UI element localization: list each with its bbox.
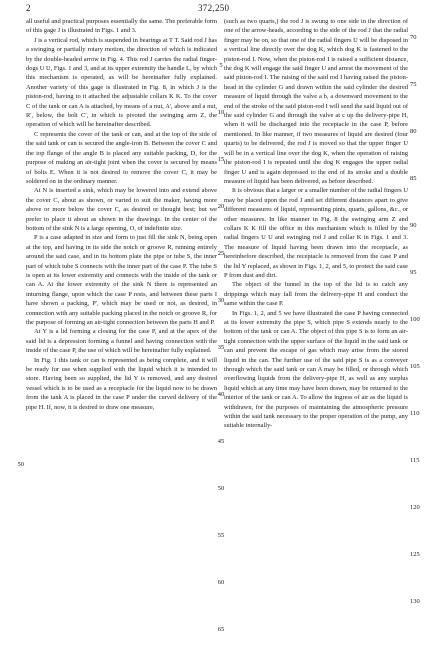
paragraph: (such as two quarts,) the rod J is swung to one side in the direction of one of the arrow-heads, according to the side of the rod J that the radial finger may be on, so that one of the radial fingers U will be disposed in a vertical line directly over the dog K, which dog K is fastened to the piston-rod I. Now, when the piston-rod I is raised a sufficient distance, the dog K will engage the said finger U and arrest the movement of the said piston-rod I. The raising of the said rod I having raised the piston-head in the cylinder G and drawn within the said cylinder the desired measure of liquid through the valve a b, a downward movement to the end of the stroke of the said piston-rod I will send the said liquid out of the said cylinder G and through the valve at c up the delivery-pipe H, when it will be discharged into the receptacle in the case P, before mentioned. In like manner, if two measures of liquid are desired (four quarts) to be delivered, the rod J is moved so that the upper finger U will be in a vertical line over the dog K, when the operation of raising the piston-rod I is repeated until the dog K engages the upper radial finger U and is again depressed to the end of its stroke and a double measure of liquid has been delivered, as before described.	[224, 18, 408, 185]
line-number: 20	[217, 203, 225, 210]
left-column	[26, 17, 217, 412]
paragraph: C represents the cover of the tank or can, and at the top of the side of the said tank or can is secured the angle-iron B. Between the cover C and the top flange of the angle B is placed any suitable packing, D, for the purpose of making an air-tight joint when the cover is secured by means of bolts E. When it is not desired to remove the cover C, it may be soldered on in the ordinary manner.	[26, 130, 217, 185]
line-number: 15	[217, 156, 225, 163]
line-number: 110	[410, 410, 420, 417]
line-number: 60	[217, 579, 225, 586]
line-number: 25	[217, 250, 225, 257]
paragraph: J is a vertical rod, which is suspended in bearings at T T. Said rod J has a swinging or partially rotary motion, the direction of which is indicated by the double-headed arrow in Fig. 4. This rod J carries the radial finger-dogs U U, Figs. 1 and 3, and at its upper extremity the handle L, by which this mechanism is operated, as will be hereinafter fully explained. Another variety of this gage is illustrated in Fig. 8, in which J is the piston-rod, having to it attached the adjustable collars K K. To the cover C of the tank or can A is attached, by means of a nut, A', above and a nut, R', below, the bolt C', in which is pivoted the swinging arm Z, the operation of which will be hereinafter described.	[26, 36, 217, 129]
line-number: 5	[219, 62, 223, 69]
right-column	[224, 17, 408, 431]
paragraph: In Figs. 1, 2, and 5 we have illustrated the case P having connected at its lower extremity the pipe S, which pipe S extends nearly to the bottom of the tank or can A. The object of this pipe S is to form an air-tight connection with the upper surface of the liquid in the said tank or can and prevent the escape of gas which may arise from the stored liquid in the can. The further use of the said pipe S is as a conveyer through which the said tank or can A may be filled, or through which overflowing liquids from the delivery-pipe H, as well as any surplus liquid which at any time may have been drawn, may be returned to the interior of the tank or can A. To allow the ingress of air as the liquid is withdrawn, for the purposes of maintaining the atmospheric pressure within the said tank necessary to the proper operation of the pump, any suitable internally-	[224, 309, 408, 430]
line-number: 105	[410, 363, 420, 370]
line-number: 10	[217, 109, 225, 116]
line-number: 125	[410, 551, 420, 558]
line-number: 35	[217, 344, 225, 351]
line-number: 115	[410, 457, 420, 464]
line-number: 30	[217, 297, 225, 304]
line-number: 85	[410, 175, 417, 182]
line-number: 95	[410, 269, 417, 276]
paragraph: P is a case adapted in size and form to just fill the sink N, being open at the top, and having in its side the notch or groove R, running entirely around the said case, and in its bottom plate the pipe or tube S, the inner part of which tube S connects with the inner part of the case P. The tube S is open at its lower extremity and connects with the inside of the tank or can A. At the lower extremity of the sink N there is represented an inturning flange, upon which the case P rests, and between these parts I have shown a packing, P', which may be used or not, as desired, in connection with any suitable packing placed in the notch or groove R, for the purpose of forming an air-tight connection between the parts H and P.	[26, 234, 217, 326]
line-number: 120	[410, 504, 420, 511]
line-number: 100	[410, 316, 420, 323]
paragraph: At Y is a lid forming a closing for the case P, and at the apex of the said lid is a depression forming a funnel and having connection with the inside of the case P, the use of which will be hereinafter fully explained.	[26, 328, 217, 355]
patent-number: 372,250	[198, 3, 230, 13]
line-number: 40	[217, 391, 225, 398]
paragraph: all useful and practical purposes essentially the same. The preferable form of this gage J is illustrated in Figs. 1 and 3.	[26, 18, 217, 35]
line-number: 65	[217, 626, 225, 633]
line-number: 75	[410, 81, 417, 88]
line-number: 80	[410, 128, 417, 135]
line-number: 45	[217, 438, 225, 445]
line-number: 130	[410, 598, 420, 605]
paragraph: It is obvious that a larger or a smaller number of the radial fingers U may be placed upon the rod J and set different distances apart to give different measures of liquid, representing pints, quarts, gallons, &c., or other measures. In like manner in Fig. 8 the swinging arm Z and collars K K fill the office in this mechanism which is filled by the radial fingers U U and swinging rod J and collar K in Figs. 1 and 3. The measure of liquid having been drawn into the receptacle, as hereinbefore described, the receptacle is removed from the case P and the lid Y replaced, as shown in Figs. 1, 2, and 5, to protect the said case P from dust and dirt.	[224, 187, 408, 279]
line-number: 50	[217, 485, 225, 492]
line-number: 55	[217, 532, 225, 539]
page-number: 2	[26, 3, 31, 13]
line-number: 50	[17, 461, 24, 468]
line-number: 90	[410, 222, 417, 229]
paragraph: At N is inserted a sink, which may be lowered into and extend above the cover C, about as shown, or varied to suit the maker, having more above or more below the cover C, as desired or thought best; but we prefer to place it about as shown in the drawings. In the center of the bottom of the sink N is a large opening, O, of indefinite size.	[26, 187, 217, 232]
line-number: 70	[410, 34, 417, 41]
paragraph: The object of the funnel in the top of the lid is to catch any drippings which may fall from the delivery-pipe H and conduct the same within the case P.	[224, 281, 408, 308]
paragraph: In Fig. 1 this tank or can is represented as being complete, and it will be ready for use when supplied with the liquid which it is intended to store. Having been so supplied, the lid Y is removed, and any desired vessel which is to be used as a receptacle for the liquid now to be drawn from the tank A is placed in the case P under the curved delivery of the pipe H. If, now, it is desired to draw one measure,	[26, 356, 217, 411]
